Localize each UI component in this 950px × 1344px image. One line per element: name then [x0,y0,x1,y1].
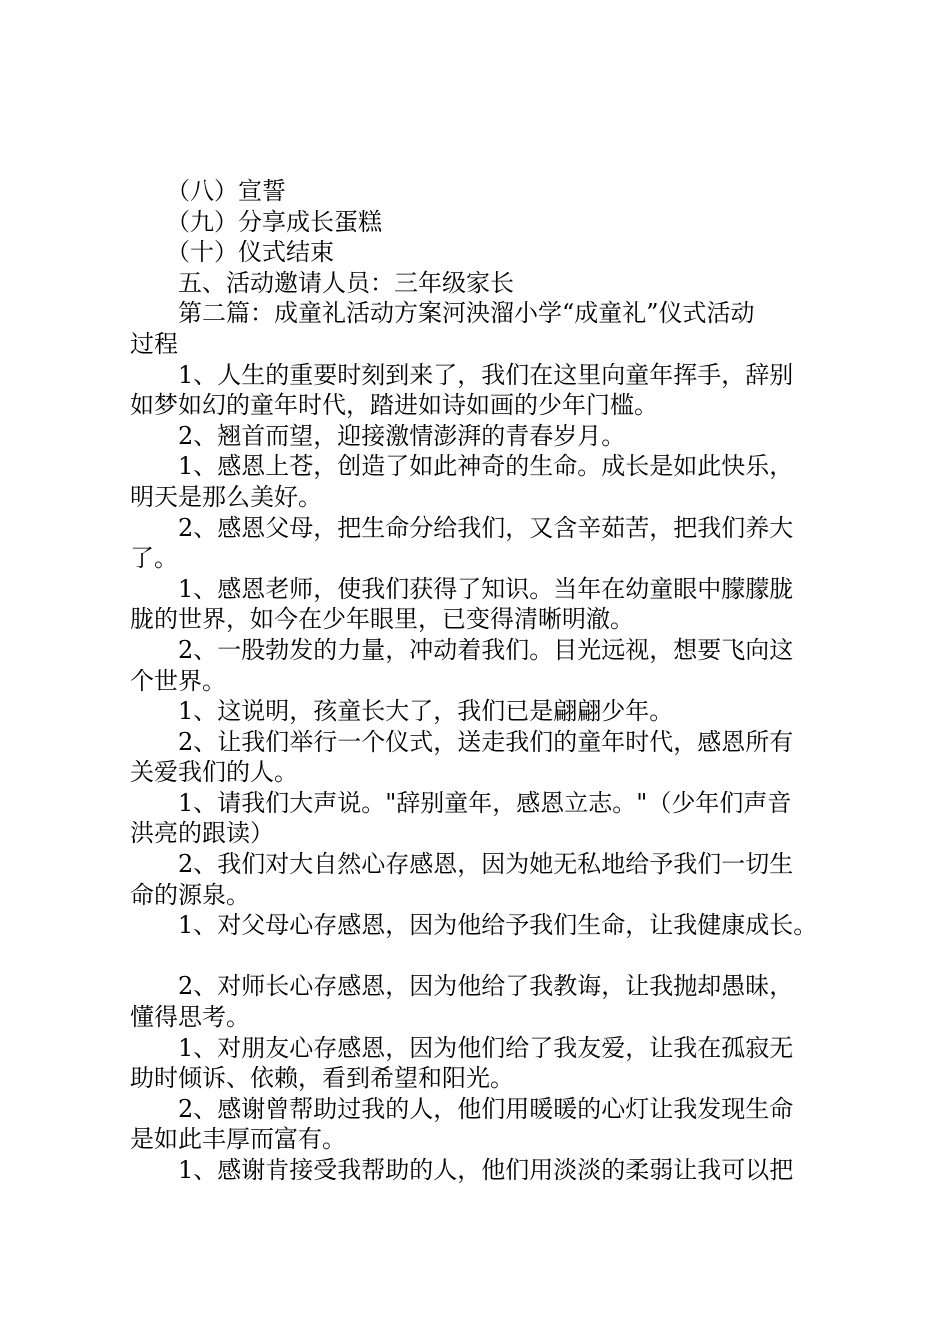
text-line: 洪亮的跟读） [130,819,274,848]
text-line: 助时倾诉、依赖，看到希望和阳光。 [130,1064,514,1093]
text-line: 2、感谢曾帮助过我的人，他们用暖暖的心灯让我发现生命 [130,1094,794,1123]
text-line: 2、我们对大自然心存感恩，因为她无私地给予我们一切生 [130,850,794,879]
text-line: 关爱我们的人。 [130,758,298,787]
text-line: 如梦如幻的童年时代，踏进如诗如画的少年门槛。 [130,391,658,420]
text-line: 2、感恩父母，把生命分给我们，又含辛茹苦，把我们养大 [130,513,794,542]
text-line: 2、对师长心存感恩，因为他给了我教诲，让我抛却愚昧， [130,972,794,1001]
text-line: 是如此丰厚而富有。 [130,1125,346,1154]
text-line: 懂得思考。 [130,1003,250,1032]
text-line: 第二篇：成童礼活动方案河泱溜小学“成童礼”仪式活动 [130,299,755,328]
text-line: 2、让我们举行一个仪式，送走我们的童年时代，感恩所有 [130,727,794,756]
text-line: 1、感谢肯接受我帮助的人，他们用淡淡的柔弱让我可以把 [130,1156,794,1184]
text-line: （九）分享成长蛋糕 [130,207,382,236]
text-line: （十）仪式结束 [130,238,334,267]
text-line: 2、翘首而望，迎接激情澎湃的青春岁月。 [130,421,626,450]
text-line: 1、对父母心存感恩，因为他给予我们生命，让我健康成长。 [130,911,818,940]
text-line: 五、活动邀请人员：三年级家长 [130,268,514,297]
text-line: 个世界。 [130,666,226,695]
text-line: 1、人生的重要时刻到来了，我们在这里向童年挥手，辞别 [130,360,794,389]
text-line: 过程 [130,329,178,358]
text-line: 胧的世界，如今在少年眼里，已变得清晰明澈。 [130,605,634,634]
blank-line [130,941,850,972]
text-line: 了。 [130,544,178,573]
text-line: （八）宣誓 [130,177,286,205]
text-line: 1、这说明，孩童长大了，我们已是翩翩少年。 [130,697,674,726]
document-body [130,176,850,1186]
text-line: 1、感恩老师，使我们获得了知识。当年在幼童眼中朦朦胧 [130,574,794,603]
text-line: 1、感恩上苍，创造了如此神奇的生命。成长是如此快乐， [130,452,794,481]
text-line: 明天是那么美好。 [130,482,322,511]
text-line: 1、请我们大声说。"辞别童年，感恩立志。"（少年们声音 [130,788,792,817]
text-line: 命的源泉。 [130,880,250,909]
text-line: 1、对朋友心存感恩，因为他们给了我友爱，让我在孤寂无 [130,1033,794,1062]
text-line: 2、一股勃发的力量，冲动着我们。目光远视，想要飞向这 [130,635,794,664]
